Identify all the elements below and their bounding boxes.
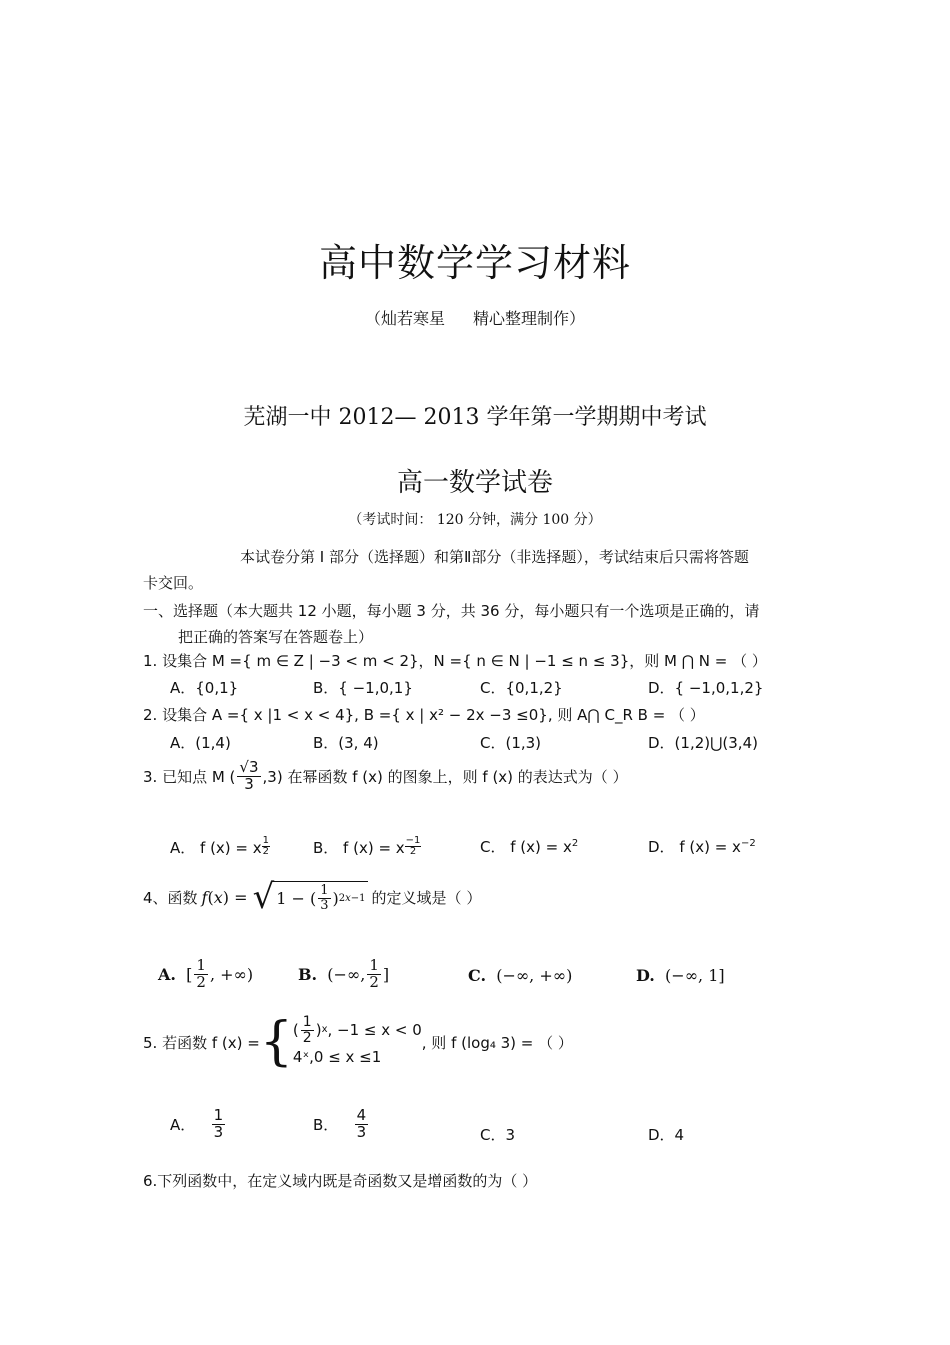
question-3-option-a (170, 836, 270, 858)
question-2-option-d: D．(1,2)⋃(3,4) (648, 734, 758, 752)
subtitle-left: （灿若寒星 (364, 309, 445, 328)
exam-intro-line1: 本试卷分第 Ⅰ 部分（选择题）和第Ⅱ部分（非选择题），考试结束后只需将答题 (240, 548, 749, 566)
question-3-option-b-exponent: $\frac{-1}{2}$ (405, 835, 421, 857)
document-title: 高中数学学习材料 (318, 241, 631, 285)
question-1-option-c: C．{0,1,2} (480, 679, 563, 697)
question-3-prefix: 3. 已知点 M ( (143, 767, 236, 786)
question-5-option-d: D．4 (648, 1126, 685, 1144)
question-4-prefix: 4、函数 (143, 888, 198, 907)
question-4-suffix: 的定义域是（ ） (371, 888, 482, 907)
question-2-stem: 2. 设集合 A ={ x |1 < x < 4}, B ={ x | x² − 2x −3 ≤0}, 则 A⋂ C_R B = （ ） (143, 706, 705, 724)
question-3-option-d-exponent: −2 (740, 838, 756, 849)
question-2-option-a: A．(1,4) (170, 734, 231, 752)
question-3-option-c (480, 836, 578, 857)
exam-paper-title: 高一数学试卷 (396, 468, 553, 498)
question-1-stem: 1. 设集合 M ={ m ∈ Z | −3 < m < 2}，N ={ n ∈ N | −1 ≤ n ≤ 3}，则 M ⋂ N = （ ） (143, 652, 767, 670)
question-3-option-d-label: D． f (x) = x (648, 838, 741, 856)
question-5-option-b: B． $\frac{4}{3}$ (313, 1106, 367, 1141)
question-4-option-d: D. (−∞, 1] (636, 966, 725, 985)
exam-intro-line2: 卡交回。 (143, 574, 204, 592)
question-3-option-a-exponent: $\frac{1}{2}$ (262, 835, 270, 857)
exam-school-title: 芜湖一中 2012— 2013 学年第一学期期中考试 (243, 405, 707, 430)
section1-heading-line1: 一、选择题（本大题共 12 小题，每小题 3 分，共 36 分，每小题只有一个选项是正确的，请 (143, 602, 760, 620)
question-4-option-a: A. [ $\frac{1}{2}$ , +∞) (158, 956, 254, 991)
question-5-suffix: , 则 f (log₄ 3) = （ ） (421, 1033, 573, 1052)
question-1-option-b: B．{ −1,0,1} (313, 679, 413, 697)
question-3-suffix: ,3) 在幂函数 f (x) 的图象上，则 f (x) 的表达式为（ ） (262, 767, 628, 786)
question-4-formula: f ( x ) = √ 1 − ( $\frac{1}{3}$ ) 2x−1 (201, 877, 366, 917)
question-4-option-b: B. (−∞, $\frac{1}{2}$ ] (298, 956, 390, 991)
question-3-option-b (313, 836, 421, 858)
question-2-option-b: B．(3, 4) (313, 734, 379, 752)
question-3-option-c-exponent: 2 (571, 838, 579, 849)
question-3-fraction (237, 760, 260, 793)
question-5-prefix: 5. 若函数 f (x) = (143, 1033, 260, 1052)
question-5-option-c: C．3 (480, 1126, 516, 1144)
question-6-stem: 6.下列函数中，在定义域内既是奇函数又是增函数的为（ ） (143, 1172, 538, 1190)
question-5-stem (143, 1012, 573, 1073)
question-3-option-a-label: A． f (x) = x (170, 839, 262, 857)
exam-info: （考试时间： 120 分钟，满分 100 分） (348, 512, 602, 528)
question-4-option-c: C. (−∞, +∞) (468, 966, 573, 985)
question-5-cases (293, 1015, 422, 1069)
question-3-fraction-den: 3 (244, 774, 254, 793)
question-5-option-a: A． $\frac{1}{3}$ (170, 1106, 224, 1141)
question-4-stem (143, 877, 482, 917)
question-5-case-1: ( $\frac{1}{2}$ ) x , −1 ≤ x < 0 (292, 1014, 422, 1046)
question-1-option-a: A．{0,1} (170, 679, 239, 697)
question-2-option-c: C．(1,3) (480, 734, 542, 752)
question-1-option-d: D．{ −1,0,1,2} (648, 679, 764, 697)
subtitle-right: 精心整理制作） (473, 309, 586, 328)
question-3-stem (143, 760, 628, 793)
question-5-case-2: 4ˣ,0 ≤ x ≤1 (292, 1048, 382, 1067)
question-3-option-c-label: C． f (x) = x (480, 838, 572, 856)
piecewise-brace-icon: { (259, 1012, 293, 1073)
document-subtitle (0, 306, 950, 329)
question-3-option-b-label: B． f (x) = x (313, 839, 405, 857)
question-3-option-d (648, 836, 756, 857)
section1-heading-line2: 把正确的答案写在答题卷上） (178, 628, 374, 646)
question-3-fraction-num: √3 (239, 758, 259, 776)
